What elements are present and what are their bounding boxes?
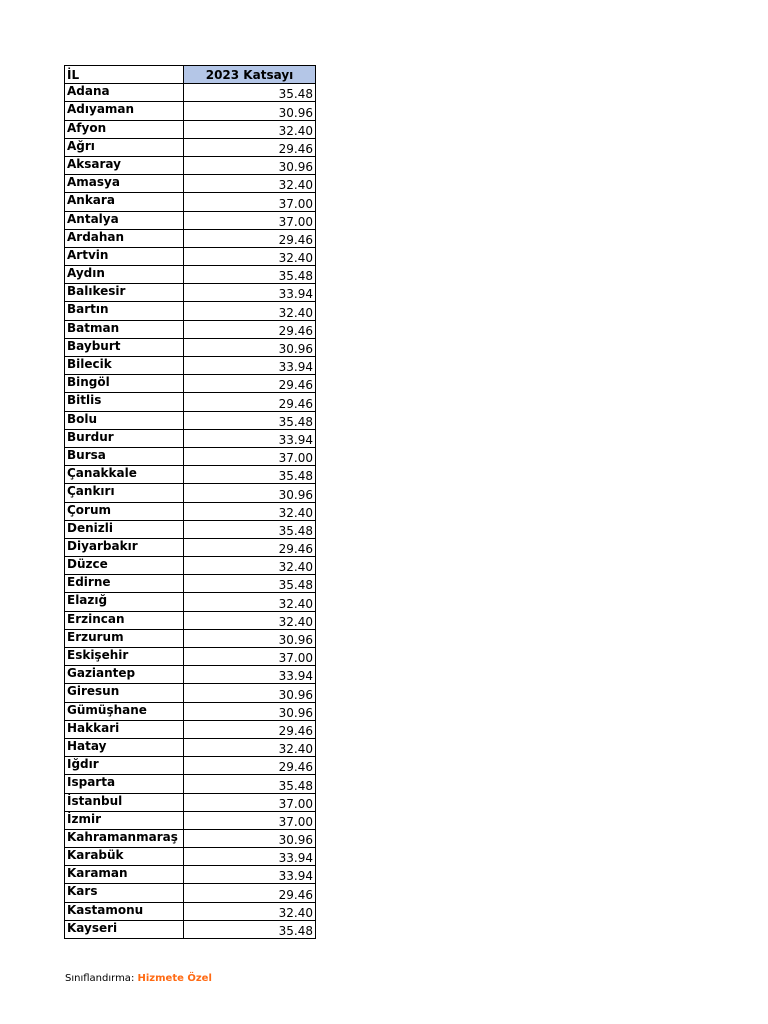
province-name-cell: Artvin [65, 247, 184, 265]
province-name-cell: Kayseri [65, 920, 184, 938]
coefficient-cell: 29.46 [184, 320, 316, 338]
province-name-cell: Bursa [65, 447, 184, 465]
province-name-cell: Denizli [65, 520, 184, 538]
table-row [65, 193, 316, 211]
coefficient-cell: 32.40 [184, 902, 316, 920]
table-row [65, 247, 316, 265]
province-name-cell: Bayburt [65, 338, 184, 356]
province-name-cell: Aydın [65, 266, 184, 284]
province-name-cell: Burdur [65, 429, 184, 447]
coefficient-cell: 37.00 [184, 811, 316, 829]
table-row [65, 284, 316, 302]
coefficient-cell: 30.96 [184, 156, 316, 174]
coefficient-cell: 32.40 [184, 120, 316, 138]
table-row [65, 84, 316, 102]
province-name-cell: Bilecik [65, 357, 184, 375]
table-row [65, 775, 316, 793]
classification-label: Sınıflandırma: [65, 973, 135, 984]
classification-footer [65, 973, 212, 984]
classification-value: Hizmete Özel [137, 973, 212, 984]
table-row [65, 720, 316, 738]
table-row [65, 393, 316, 411]
table-row [65, 502, 316, 520]
province-coefficient-table [64, 65, 316, 939]
coefficient-cell: 35.48 [184, 775, 316, 793]
coefficient-cell: 35.48 [184, 84, 316, 102]
table-row [65, 666, 316, 684]
province-name-cell: Karabük [65, 848, 184, 866]
coefficient-cell: 33.94 [184, 284, 316, 302]
table-row [65, 375, 316, 393]
province-name-cell: Ankara [65, 193, 184, 211]
province-name-cell: Ağrı [65, 138, 184, 156]
coefficient-cell: 30.96 [184, 702, 316, 720]
table-row [65, 829, 316, 847]
province-name-cell: Çorum [65, 502, 184, 520]
coefficient-cell: 33.94 [184, 666, 316, 684]
table-row [65, 447, 316, 465]
coefficient-cell: 33.94 [184, 357, 316, 375]
table-row [65, 266, 316, 284]
table-row [65, 811, 316, 829]
province-name-cell: Gümüşhane [65, 702, 184, 720]
coefficient-cell: 37.00 [184, 793, 316, 811]
coefficient-cell: 32.40 [184, 738, 316, 756]
table-row [65, 611, 316, 629]
table-row [65, 320, 316, 338]
province-name-cell: Elazığ [65, 593, 184, 611]
table-row [65, 902, 316, 920]
coefficient-cell: 32.40 [184, 302, 316, 320]
province-name-cell: Balıkesir [65, 284, 184, 302]
province-name-cell: Eskişehir [65, 648, 184, 666]
province-name-cell: Giresun [65, 684, 184, 702]
coefficient-cell: 35.48 [184, 920, 316, 938]
table-row [65, 629, 316, 647]
coefficient-cell: 32.40 [184, 175, 316, 193]
coefficient-cell: 30.96 [184, 484, 316, 502]
province-name-cell: Batman [65, 320, 184, 338]
coefficient-cell: 29.46 [184, 229, 316, 247]
province-name-cell: Antalya [65, 211, 184, 229]
province-name-cell: Karaman [65, 866, 184, 884]
table-row [65, 884, 316, 902]
province-name-cell: Adıyaman [65, 102, 184, 120]
coefficient-cell: 29.46 [184, 757, 316, 775]
province-name-cell: Amasya [65, 175, 184, 193]
table-row [65, 211, 316, 229]
coefficient-cell: 30.96 [184, 102, 316, 120]
coefficient-cell: 35.48 [184, 520, 316, 538]
province-name-cell: Aksaray [65, 156, 184, 174]
table-row [65, 484, 316, 502]
province-name-cell: İstanbul [65, 793, 184, 811]
table-row [65, 866, 316, 884]
table-row [65, 520, 316, 538]
coefficient-cell: 29.46 [184, 393, 316, 411]
province-name-cell: Diyarbakır [65, 538, 184, 556]
coefficient-cell: 35.48 [184, 266, 316, 284]
province-name-cell: Düzce [65, 557, 184, 575]
coefficient-cell: 35.48 [184, 575, 316, 593]
table-row [65, 357, 316, 375]
coefficient-cell: 32.40 [184, 247, 316, 265]
coefficient-cell: 29.46 [184, 138, 316, 156]
table-row [65, 102, 316, 120]
coefficient-cell: 32.40 [184, 611, 316, 629]
coefficient-cell: 35.48 [184, 411, 316, 429]
province-name-cell: Kahramanmaraş [65, 829, 184, 847]
coefficient-cell: 29.46 [184, 375, 316, 393]
table-row [65, 684, 316, 702]
table-row [65, 229, 316, 247]
province-name-cell: Hakkari [65, 720, 184, 738]
province-name-cell: Ardahan [65, 229, 184, 247]
coefficient-cell: 37.00 [184, 648, 316, 666]
coefficient-cell: 33.94 [184, 429, 316, 447]
table-row [65, 175, 316, 193]
province-name-cell: Kars [65, 884, 184, 902]
table-row [65, 575, 316, 593]
province-name-cell: Bingöl [65, 375, 184, 393]
province-name-cell: Edirne [65, 575, 184, 593]
province-name-cell: Çanakkale [65, 466, 184, 484]
table-row [65, 302, 316, 320]
table-row [65, 757, 316, 775]
province-name-cell: İzmir [65, 811, 184, 829]
table-row [65, 411, 316, 429]
coefficient-cell: 33.94 [184, 848, 316, 866]
coefficient-cell: 30.96 [184, 684, 316, 702]
province-name-cell: Isparta [65, 775, 184, 793]
coefficient-cell: 37.00 [184, 193, 316, 211]
province-name-cell: Afyon [65, 120, 184, 138]
province-name-cell: Gaziantep [65, 666, 184, 684]
table-row [65, 138, 316, 156]
table-row [65, 538, 316, 556]
coefficient-cell: 29.46 [184, 538, 316, 556]
table-row [65, 429, 316, 447]
province-name-cell: Bolu [65, 411, 184, 429]
coefficient-cell: 33.94 [184, 866, 316, 884]
table-row [65, 738, 316, 756]
table-row [65, 156, 316, 174]
table-row [65, 557, 316, 575]
table-row [65, 120, 316, 138]
table-row [65, 793, 316, 811]
table-row [65, 648, 316, 666]
coefficient-cell: 35.48 [184, 466, 316, 484]
province-name-cell: Erzincan [65, 611, 184, 629]
table-row [65, 702, 316, 720]
coefficient-cell: 37.00 [184, 447, 316, 465]
column-header-coefficient: 2023 Katsayı [184, 66, 316, 84]
table-row [65, 920, 316, 938]
column-header-province: İL [65, 66, 184, 84]
coefficient-cell: 32.40 [184, 557, 316, 575]
coefficient-cell: 30.96 [184, 629, 316, 647]
coefficient-cell: 32.40 [184, 502, 316, 520]
table-row [65, 593, 316, 611]
province-name-cell: Bartın [65, 302, 184, 320]
province-name-cell: Adana [65, 84, 184, 102]
table-header-row [65, 66, 316, 84]
province-name-cell: Erzurum [65, 629, 184, 647]
province-name-cell: Iğdır [65, 757, 184, 775]
coefficient-cell: 32.40 [184, 593, 316, 611]
coefficient-cell: 30.96 [184, 829, 316, 847]
table-row [65, 848, 316, 866]
province-name-cell: Kastamonu [65, 902, 184, 920]
coefficient-cell: 29.46 [184, 884, 316, 902]
coefficient-cell: 37.00 [184, 211, 316, 229]
province-name-cell: Hatay [65, 738, 184, 756]
table-row [65, 338, 316, 356]
table-row [65, 466, 316, 484]
province-name-cell: Bitlis [65, 393, 184, 411]
coefficient-cell: 30.96 [184, 338, 316, 356]
coefficient-cell: 29.46 [184, 720, 316, 738]
table-body [65, 84, 316, 939]
province-name-cell: Çankırı [65, 484, 184, 502]
